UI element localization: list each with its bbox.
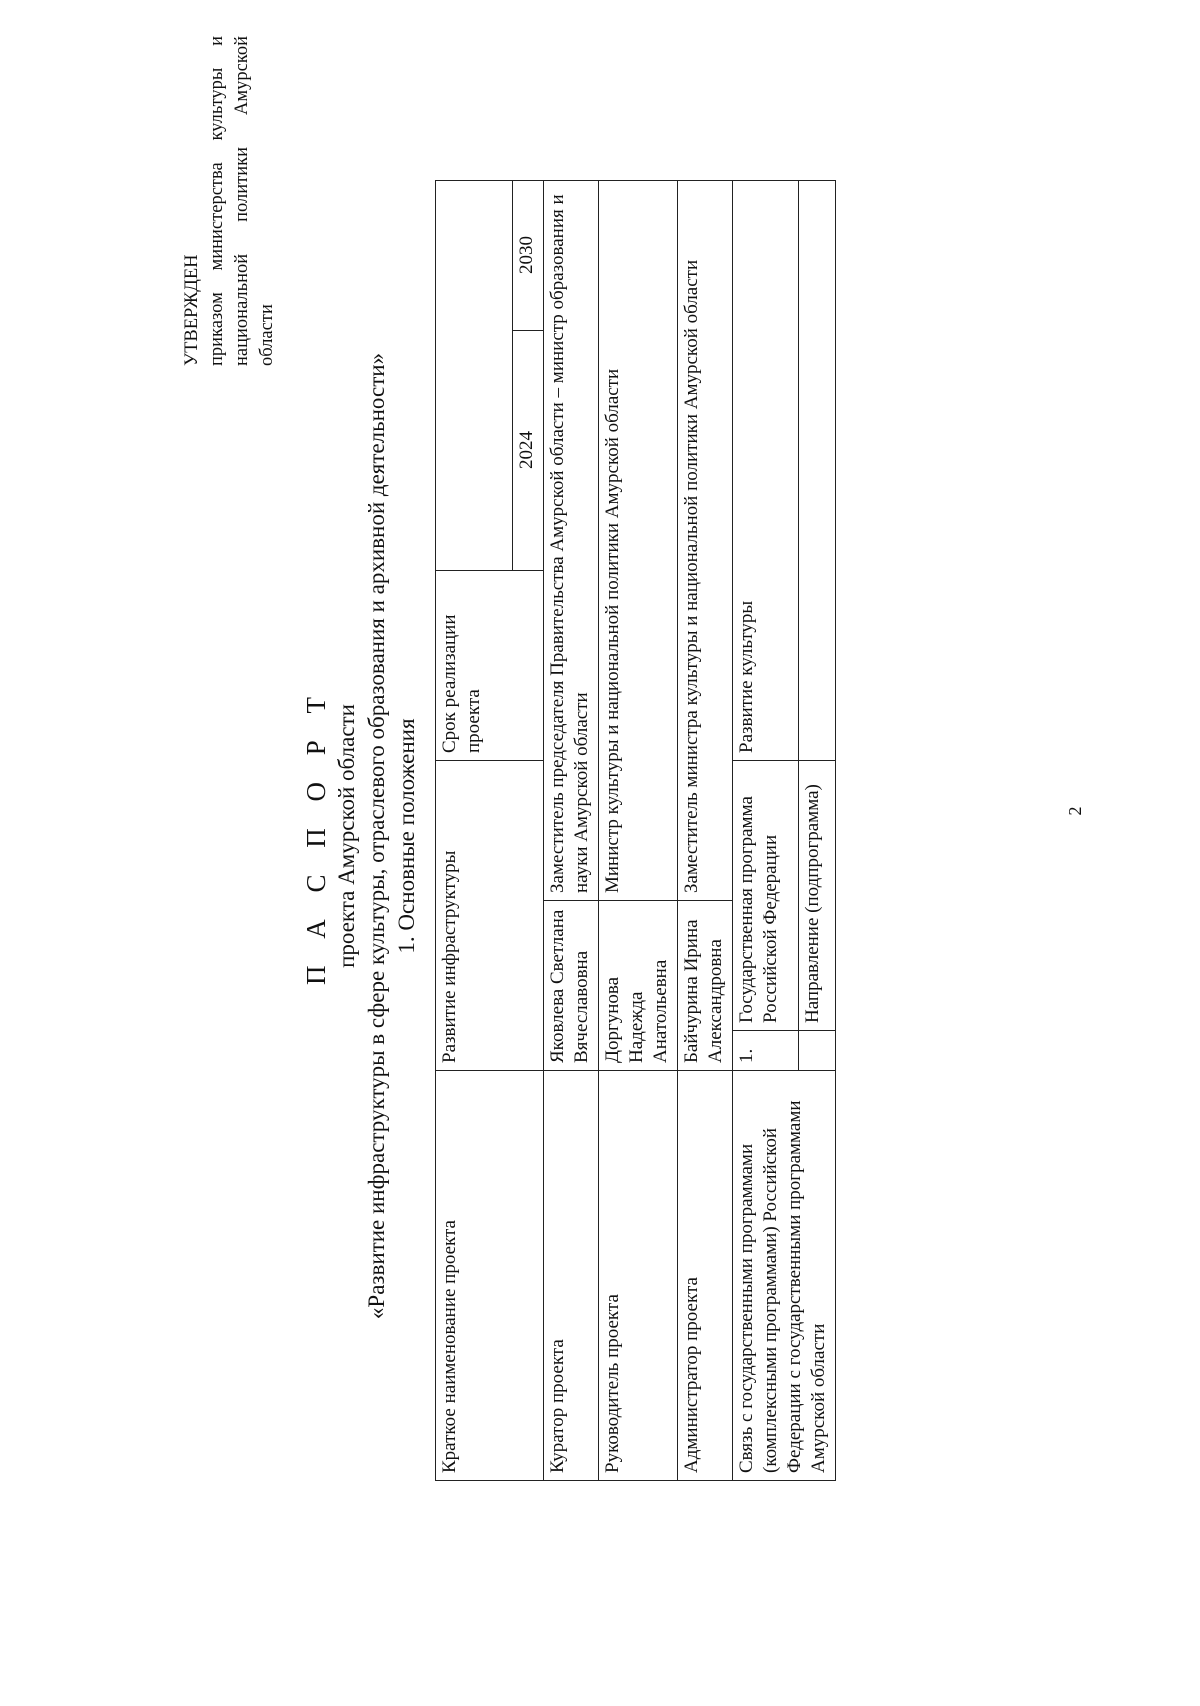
section-heading: 1. Основные положения <box>394 718 419 954</box>
table-row <box>599 181 678 1481</box>
table-row <box>678 181 733 1481</box>
page-number: 2 <box>1065 806 1085 816</box>
passport-table <box>435 180 836 1481</box>
administrator-position: Заместитель министра культуры и национальной политики Амурской области <box>678 181 733 901</box>
row-label-short-name: Краткое наименование проекта <box>436 1071 544 1481</box>
direction-number <box>798 1031 835 1071</box>
row-label-program-links: Связь с государственными программами (комплексными программами) Российской Федерации с государственными программами Амурской области <box>733 1071 836 1481</box>
document-title: П А С П О Р Т <box>301 687 331 986</box>
year-end: 2030 <box>513 181 544 331</box>
row-label-curator: Куратор проекта <box>544 1071 599 1481</box>
table-row <box>436 181 513 1481</box>
program-label: Государственная программа Российской Федерации <box>733 761 799 1031</box>
program-value: Развитие культуры <box>733 181 799 761</box>
curator-position: Заместитель председателя Правительства Амурской области – министр образования и науки Амурской области <box>544 181 599 901</box>
administrator-name: Байчурина Ирина Александровна <box>678 901 733 1071</box>
title-line-project: проекта Амурской области <box>334 704 359 968</box>
curator-name: Яковлева Светлана Вячеславовна <box>544 901 599 1071</box>
period-blank <box>436 181 513 571</box>
approval-text: приказом министерства культуры и национальной политики Амурской области <box>207 36 277 366</box>
leader-name: Доргунова Надежда Анатольевна <box>599 901 678 1071</box>
short-name-value: Развитие инфраструктуры <box>436 761 544 1071</box>
title-block <box>300 246 422 1426</box>
approval-heading: УТВЕРЖДЕН <box>182 254 202 366</box>
direction-label: Направление (подпрограмма) <box>798 761 835 1031</box>
table-row <box>544 181 599 1481</box>
title-line-name: «Развитие инфраструктуры в сфере культуры, отраслевого образования и архивной деятельности» <box>364 352 389 1320</box>
approval-stamp <box>180 36 280 366</box>
row-label-leader: Руководитель проекта <box>599 1071 678 1481</box>
program-number: 1. <box>733 1031 799 1071</box>
table-row <box>733 181 799 1481</box>
leader-position: Министр культуры и национальной политики Амурской области <box>599 181 678 901</box>
year-start: 2024 <box>513 331 544 571</box>
row-label-administrator: Администратор проекта <box>678 1071 733 1481</box>
period-label: Срок реализации проекта <box>436 571 544 761</box>
direction-value <box>798 181 835 761</box>
